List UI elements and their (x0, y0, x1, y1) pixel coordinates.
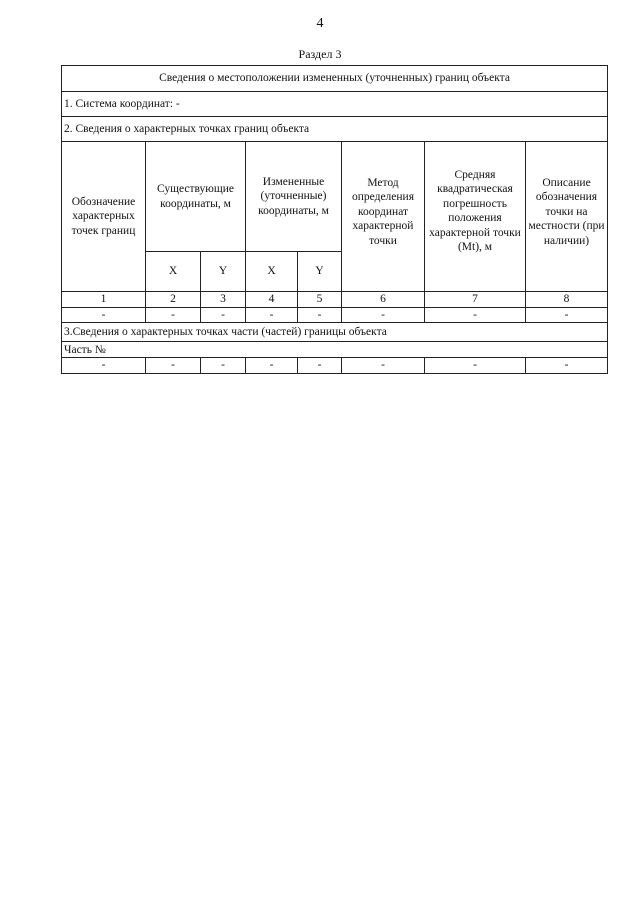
header-existing-x: X (146, 252, 201, 292)
data-cell: - (298, 308, 342, 323)
data-cell: - (342, 308, 425, 323)
boundary-table (61, 65, 608, 374)
header-existing-coords: Существующие координаты, м (146, 142, 246, 252)
data-cell: - (246, 308, 298, 323)
data-cell: - (298, 358, 342, 373)
table-row (62, 308, 608, 323)
header-mean-error: Средняя квадратическая погрешность положения характерной точки (Mt), м (425, 142, 526, 292)
data-cell: - (62, 308, 146, 323)
column-number: 5 (298, 292, 342, 308)
points-section-row: 2. Сведения о характерных точках границ объекта (62, 117, 608, 142)
header-changed-x: X (246, 252, 298, 292)
data-cell: - (201, 308, 246, 323)
column-number: 7 (425, 292, 526, 308)
table-title: Сведения о местоположении измененных (уточненных) границ объекта (62, 66, 608, 92)
column-number: 2 (146, 292, 201, 308)
section-title: Раздел 3 (298, 47, 342, 61)
data-cell: - (146, 358, 201, 373)
column-number: 3 (201, 292, 246, 308)
part-label-row: Часть № (62, 342, 608, 358)
data-cell: - (246, 358, 298, 373)
header-existing-y: Y (201, 252, 246, 292)
header-method: Метод определения координат характерной точки (342, 142, 425, 292)
data-cell: - (425, 308, 526, 323)
header-point-designation: Обозначение характерных точек границ (62, 142, 146, 292)
data-cell: - (146, 308, 201, 323)
header-changed-coords: Измененные (уточненные) координаты, м (246, 142, 342, 252)
data-cell: - (342, 358, 425, 373)
column-number: 1 (62, 292, 146, 308)
table-row (62, 358, 608, 373)
data-cell: - (425, 358, 526, 373)
parts-section-row: 3.Сведения о характерных точках части (частей) границы объекта (62, 323, 608, 342)
data-cell: - (526, 358, 608, 373)
header-changed-y: Y (298, 252, 342, 292)
header-description: Описание обозначения точки на местности (при наличии) (526, 142, 608, 292)
data-cell: - (62, 358, 146, 373)
data-cell: - (526, 308, 608, 323)
data-cell: - (201, 358, 246, 373)
coord-system-row: 1. Система координат: - (62, 92, 608, 117)
column-number: 4 (246, 292, 298, 308)
column-number: 6 (342, 292, 425, 308)
column-number: 8 (526, 292, 608, 308)
page-number: 4 (316, 16, 324, 31)
column-number-row (62, 292, 608, 308)
